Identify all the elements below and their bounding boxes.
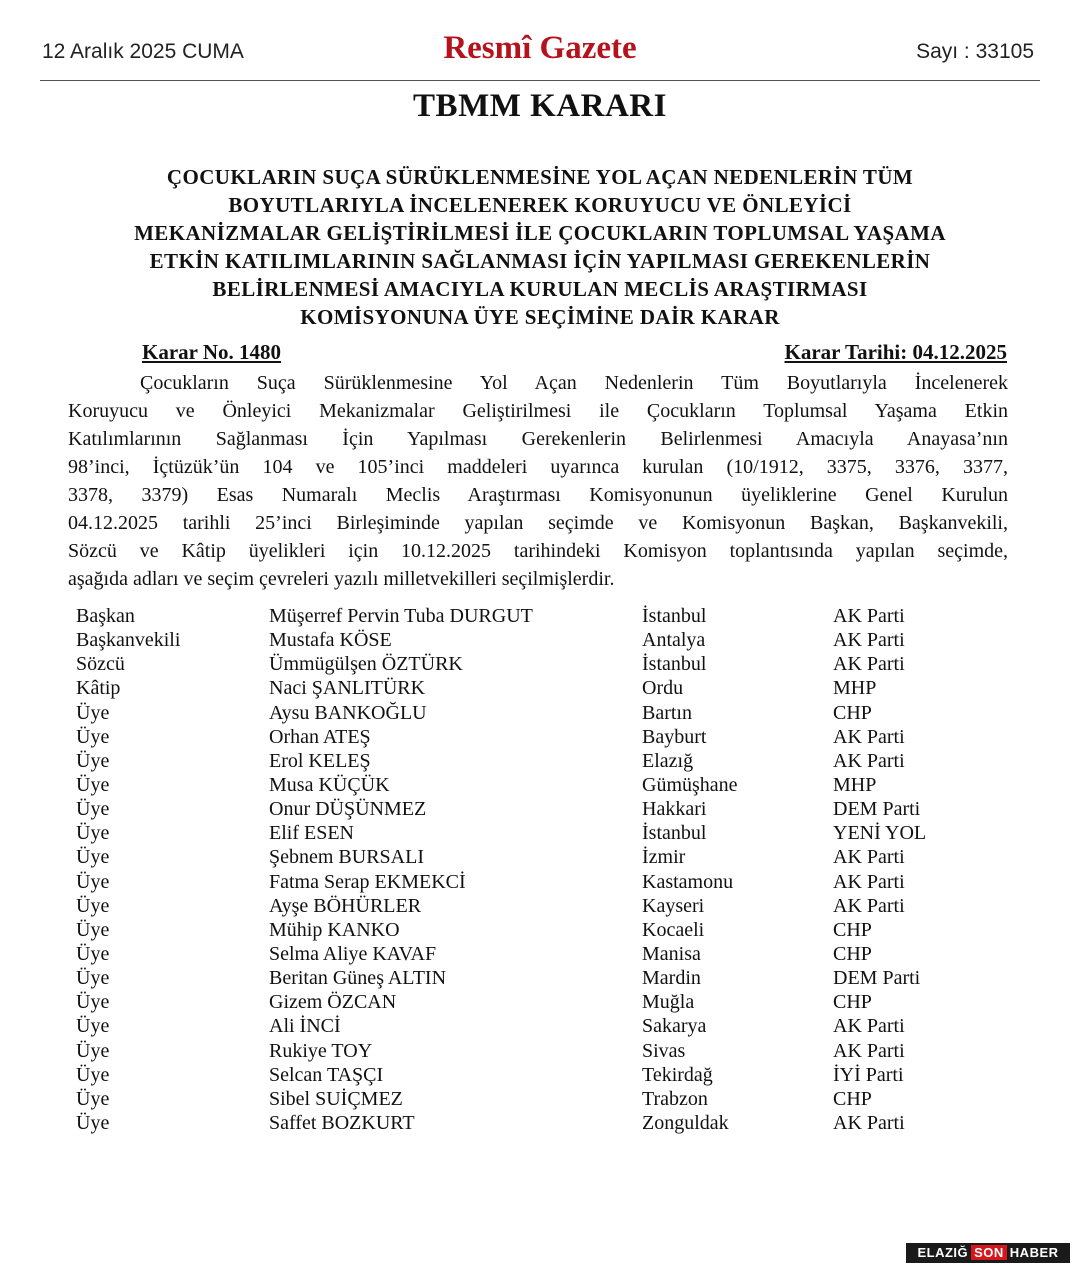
body-line: 04.12.2025 tarihli 25’inci Birleşiminde yapılan seçimde ve Komisyonun Başkan, Başkanvekili,: [68, 512, 1008, 534]
body-line: 98’inci, İçtüzük’ün 104 ve 105’inci maddeleri uyarınca kurulan (10/1912, 3375, 3376, 3377,: [68, 456, 1008, 478]
member-role: Üye: [76, 1039, 110, 1062]
member-party: İYİ Parti: [833, 1063, 904, 1086]
member-name: Naci ŞANLITÜRK: [269, 677, 426, 700]
member-constituency: Tekirdağ: [642, 1063, 713, 1086]
decision-body: [68, 369, 1008, 593]
member-row: [76, 821, 976, 845]
member-role: Üye: [76, 918, 110, 941]
member-party: CHP: [833, 991, 872, 1014]
member-constituency: Hakkari: [642, 798, 707, 821]
member-role: Üye: [76, 822, 110, 845]
body-line: 3378, 3379) Esas Numaralı Meclis Araştırması Komisyonunun üyeliklerine Genel Kurulun: [68, 484, 1008, 506]
member-party: CHP: [833, 942, 872, 965]
subject-line: ÇOCUKLARIN SUÇA SÜRÜKLENMESİNE YOL AÇAN NEDENLERİN TÜM: [166, 165, 914, 189]
member-role: Üye: [76, 1111, 110, 1134]
member-role: Üye: [76, 1015, 110, 1038]
member-row: [76, 918, 976, 942]
body-line: aşağıda adları ve seçim çevreleri yazılı milletvekilleri seçilmişlerdir.: [68, 568, 615, 590]
member-party: MHP: [833, 677, 877, 700]
member-role: Üye: [76, 749, 110, 772]
member-row: [76, 628, 976, 652]
member-name: Elif ESEN: [269, 822, 354, 845]
member-constituency: Bartın: [642, 701, 692, 724]
member-party: AK Parti: [833, 1039, 905, 1062]
subject-line: BOYUTLARIYLA İNCELENEREK KORUYUCU VE ÖNLEYİCİ: [228, 193, 852, 217]
member-role: Üye: [76, 773, 110, 796]
decision-heading: TBMM KARARI: [413, 88, 667, 124]
member-row: [76, 942, 976, 966]
member-row: [76, 676, 976, 700]
body-line: Sözcü ve Kâtip üyelikleri için 10.12.2025 tarihindeki Komisyon toplantısında yapılan seçimde,: [68, 540, 1008, 562]
member-role: Üye: [76, 798, 110, 821]
member-name: Mustafa KÖSE: [269, 629, 392, 652]
member-name: Sibel SUİÇMEZ: [269, 1087, 403, 1110]
subject-line: KOMİSYONUNA ÜYE SEÇİMİNE DAİR KARAR: [300, 305, 780, 329]
member-role: Başkanvekili: [76, 629, 181, 652]
member-role: Üye: [76, 991, 110, 1014]
member-role: Sözcü: [76, 653, 125, 676]
member-row: [76, 773, 976, 797]
member-role: Üye: [76, 846, 110, 869]
member-name: Beritan Güneş ALTIN: [269, 967, 447, 990]
subject-line: BELİRLENMESİ AMACIYLA KURULAN MECLİS ARAŞTIRMASI: [212, 277, 868, 301]
member-name: Gizem ÖZCAN: [269, 991, 397, 1014]
member-party: AK Parti: [833, 1015, 905, 1038]
member-role: Üye: [76, 1087, 110, 1110]
member-constituency: Kastamonu: [642, 870, 734, 893]
member-party: AK Parti: [833, 725, 905, 748]
member-constituency: Kocaeli: [642, 918, 705, 941]
member-name: Mühip KANKO: [269, 918, 400, 941]
subject-line: ETKİN KATILIMLARININ SAĞLANMASI İÇİN YAPILMASI GEREKENLERİN: [149, 249, 931, 273]
member-role: Üye: [76, 967, 110, 990]
member-constituency: Muğla: [642, 991, 695, 1014]
member-party: AK Parti: [833, 870, 905, 893]
member-party: CHP: [833, 1087, 872, 1110]
member-role: Üye: [76, 701, 110, 724]
watermark-part: HABER: [1009, 1245, 1059, 1260]
member-party: AK Parti: [833, 1111, 905, 1134]
subject-line: MEKANİZMALAR GELİŞTİRİLMESİ İLE ÇOCUKLARIN TOPLUMSAL YAŞAMA: [134, 221, 946, 245]
watermark-accent: SON: [971, 1245, 1007, 1260]
member-row: [76, 749, 976, 773]
member-constituency: Kayseri: [642, 894, 705, 917]
member-role: Üye: [76, 1063, 110, 1086]
body-line: Koruyucu ve Önleyici Mekanizmalar Geliştirilmesi ile Çocukların Toplumsal Yaşama Etkin: [68, 400, 1008, 422]
member-name: Erol KELEŞ: [269, 749, 371, 772]
issue-date: 12 Aralık 2025 CUMA: [42, 40, 244, 63]
member-name: Musa KÜÇÜK: [269, 773, 390, 796]
member-role: Üye: [76, 870, 110, 893]
member-name: Ümmügülşen ÖZTÜRK: [269, 653, 463, 676]
member-party: YENİ YOL: [833, 822, 927, 845]
member-party: CHP: [833, 918, 872, 941]
member-row: [76, 652, 976, 676]
member-row: [76, 1087, 976, 1111]
member-row: [76, 894, 976, 918]
member-row: [76, 604, 976, 628]
member-role: Üye: [76, 942, 110, 965]
member-constituency: Sivas: [642, 1039, 686, 1062]
member-role: Üye: [76, 894, 110, 917]
member-party: MHP: [833, 773, 877, 796]
member-name: Selcan TAŞÇI: [269, 1063, 384, 1086]
member-role: Üye: [76, 725, 110, 748]
member-name: Saffet BOZKURT: [269, 1111, 415, 1134]
member-constituency: İstanbul: [642, 822, 707, 845]
member-row: [76, 1063, 976, 1087]
member-name: Selma Aliye KAVAF: [269, 942, 437, 965]
member-party: AK Parti: [833, 749, 905, 772]
issue-number: Sayı : 33105: [916, 40, 1034, 63]
member-name: Onur DÜŞÜNMEZ: [269, 798, 427, 821]
member-row: [76, 1039, 976, 1063]
member-party: AK Parti: [833, 653, 905, 676]
body-line: Çocukların Suça Sürüklenmesine Yol Açan Nedenlerin Tüm Boyutlarıyla İncelenerek: [140, 372, 1008, 394]
member-row: [76, 1111, 976, 1135]
member-constituency: Elazığ: [642, 749, 694, 772]
member-party: AK Parti: [833, 846, 905, 869]
member-list: [76, 604, 976, 1135]
member-constituency: Bayburt: [642, 725, 707, 748]
member-constituency: İstanbul: [642, 605, 707, 627]
member-name: Müşerref Pervin Tuba DURGUT: [269, 605, 533, 627]
member-party: DEM Parti: [833, 798, 921, 821]
member-constituency: Antalya: [642, 629, 706, 652]
member-constituency: Zonguldak: [642, 1111, 729, 1134]
member-party: AK Parti: [833, 894, 905, 917]
member-party: AK Parti: [833, 629, 905, 652]
member-role: Başkan: [76, 605, 135, 627]
member-party: DEM Parti: [833, 967, 921, 990]
publication-title: Resmî Gazete: [443, 30, 637, 66]
member-constituency: Ordu: [642, 677, 684, 700]
member-row: [76, 701, 976, 725]
member-name: Orhan ATEŞ: [269, 725, 371, 748]
member-name: Fatma Serap EKMEKCİ: [269, 870, 466, 893]
member-constituency: İzmir: [642, 846, 686, 869]
member-constituency: Trabzon: [642, 1087, 708, 1110]
decision-subject: [40, 163, 1040, 331]
member-name: Rukiye TOY: [269, 1039, 373, 1062]
member-row: [76, 1014, 976, 1038]
member-constituency: Manisa: [642, 942, 701, 965]
member-constituency: Mardin: [642, 967, 701, 990]
member-constituency: Gümüşhane: [642, 773, 738, 796]
source-watermark: [906, 1243, 1070, 1263]
member-row: [76, 990, 976, 1014]
watermark-part: ELAZIĞ: [917, 1245, 969, 1260]
member-name: Şebnem BURSALI: [269, 846, 424, 869]
member-row: [76, 966, 976, 990]
member-row: [76, 845, 976, 869]
member-name: Aysu BANKOĞLU: [269, 701, 427, 724]
member-constituency: İstanbul: [642, 653, 707, 676]
member-name: Ali İNCİ: [269, 1015, 341, 1038]
member-row: [76, 725, 976, 749]
member-party: AK Parti: [833, 605, 905, 627]
member-row: [76, 797, 976, 821]
member-row: [76, 870, 976, 894]
member-constituency: Sakarya: [642, 1015, 707, 1038]
gazette-header: [40, 28, 1040, 81]
member-party: CHP: [833, 701, 872, 724]
decision-date: Karar Tarihi: 04.12.2025: [784, 340, 1007, 364]
member-name: Ayşe BÖHÜRLER: [269, 894, 422, 917]
decision-number: Karar No. 1480: [142, 340, 282, 364]
body-line: Katılımlarının Sağlanması İçin Yapılması Gerekenlerin Belirlenmesi Amacıyla Anayasa’nın: [68, 428, 1008, 450]
member-role: Kâtip: [76, 677, 121, 700]
